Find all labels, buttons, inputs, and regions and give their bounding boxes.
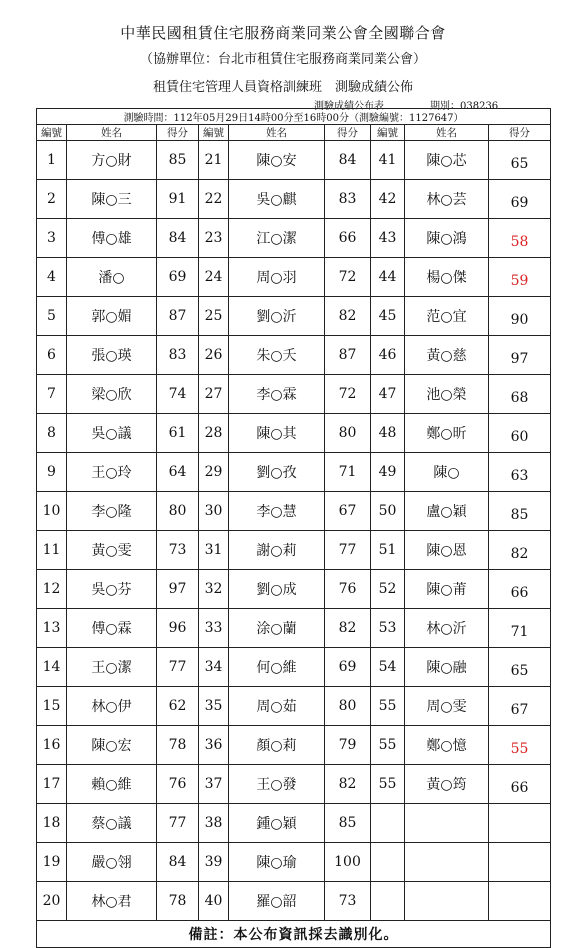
entry-number: 44: [371, 258, 405, 297]
entry-name: 陳○融: [405, 648, 489, 687]
entry-name: 陳○: [405, 453, 489, 492]
table-row: [37, 336, 551, 375]
entry-name: 池○榮: [405, 375, 489, 414]
entry-score: 78: [157, 726, 199, 765]
entry-name: 郭○媚: [67, 297, 157, 336]
entry-number: 37: [199, 765, 229, 804]
entry-score: 73: [325, 882, 371, 921]
entry-name: 傅○霖: [67, 609, 157, 648]
entry-score: 80: [157, 492, 199, 531]
entry-name: 黃○雯: [67, 531, 157, 570]
entry-name: 鄭○憶: [405, 726, 489, 765]
entry-number: 19: [37, 843, 67, 882]
entry-score: 61: [157, 414, 199, 453]
entry-name: 周○雯: [405, 687, 489, 726]
entry-number: 27: [199, 375, 229, 414]
entry-number: 48: [371, 414, 405, 453]
entry-score: 65: [489, 141, 551, 180]
table-row: [37, 765, 551, 804]
entry-number: 30: [199, 492, 229, 531]
entry-score: 73: [157, 531, 199, 570]
entry-score: 97: [489, 336, 551, 375]
entry-score: 72: [325, 258, 371, 297]
footnote: 備註：本公布資訊採去識別化。: [37, 921, 551, 948]
entry-number: 54: [371, 648, 405, 687]
entry-score: 87: [157, 297, 199, 336]
table-row: [37, 414, 551, 453]
entry-name: 陳○莆: [405, 570, 489, 609]
document-title: 中華民國租賃住宅服務商業同業公會全國聯合會: [120, 24, 446, 42]
organizer-line: （協辦單位：台北市租賃住宅服務商業同業公會）: [139, 52, 426, 67]
entry-number: 17: [37, 765, 67, 804]
entry-name: 劉○成: [229, 570, 325, 609]
entry-number: 8: [37, 414, 67, 453]
entry-number: 10: [37, 492, 67, 531]
entry-name: 周○羽: [229, 258, 325, 297]
entry-score: 71: [489, 609, 551, 648]
entry-number: 7: [37, 375, 67, 414]
table-row: [37, 804, 551, 843]
entry-number: 53: [371, 609, 405, 648]
entry-score: 82: [325, 765, 371, 804]
entry-number: 55: [371, 726, 405, 765]
table-row: [37, 531, 551, 570]
entry-name: 范○宜: [405, 297, 489, 336]
entry-score: 62: [157, 687, 199, 726]
entry-name: 盧○穎: [405, 492, 489, 531]
entry-score: 76: [157, 765, 199, 804]
entry-score: 100: [325, 843, 371, 882]
entry-score: 74: [157, 375, 199, 414]
entry-score: 85: [325, 804, 371, 843]
entry-name: 梁○欣: [67, 375, 157, 414]
entry-number: 14: [37, 648, 67, 687]
entry-name: 王○發: [229, 765, 325, 804]
issue-label: 期別：038236: [430, 101, 499, 112]
entry-number: 32: [199, 570, 229, 609]
entry-score: 66: [489, 570, 551, 609]
entry-number: 9: [37, 453, 67, 492]
entry-number: 41: [371, 141, 405, 180]
entry-number: 29: [199, 453, 229, 492]
entry-number: 1: [37, 141, 67, 180]
entry-name: 李○慧: [229, 492, 325, 531]
entry-name: 嚴○翎: [67, 843, 157, 882]
entry-number: 51: [371, 531, 405, 570]
entry-number: 6: [37, 336, 67, 375]
table-row: [37, 219, 551, 258]
entry-number: [371, 843, 405, 882]
entry-score: 69: [489, 180, 551, 219]
entry-score: [489, 804, 551, 843]
table-row: [37, 492, 551, 531]
table-row: [37, 141, 551, 180]
entry-name: 吳○議: [67, 414, 157, 453]
entry-number: 22: [199, 180, 229, 219]
entry-name: 林○芸: [405, 180, 489, 219]
table-row: [37, 648, 551, 687]
entry-name: 陳○瑜: [229, 843, 325, 882]
entry-score: [489, 882, 551, 921]
entry-score: 77: [325, 531, 371, 570]
entry-number: 33: [199, 609, 229, 648]
entry-number: 31: [199, 531, 229, 570]
entry-score: 65: [489, 648, 551, 687]
entry-name: 李○隆: [67, 492, 157, 531]
column-header: 編號: [371, 125, 405, 141]
entry-name: 羅○韶: [229, 882, 325, 921]
entry-number: 25: [199, 297, 229, 336]
entry-score: 84: [157, 843, 199, 882]
entry-score: 59: [489, 258, 551, 297]
entry-number: 4: [37, 258, 67, 297]
entry-number: 45: [371, 297, 405, 336]
column-header: 得分: [325, 125, 371, 141]
entry-name: 陳○鴻: [405, 219, 489, 258]
entry-number: 15: [37, 687, 67, 726]
entry-score: 60: [489, 414, 551, 453]
entry-score: 69: [325, 648, 371, 687]
entry-score: 77: [157, 648, 199, 687]
entry-number: 39: [199, 843, 229, 882]
entry-name: 江○潔: [229, 219, 325, 258]
entry-number: 43: [371, 219, 405, 258]
entry-score: 78: [157, 882, 199, 921]
entry-number: [371, 882, 405, 921]
entry-number: 23: [199, 219, 229, 258]
entry-score: 84: [325, 141, 371, 180]
entry-number: 55: [371, 765, 405, 804]
entry-number: 28: [199, 414, 229, 453]
entry-score: 76: [325, 570, 371, 609]
entry-name: 吳○芬: [67, 570, 157, 609]
entry-score: 85: [489, 492, 551, 531]
entry-score: 84: [157, 219, 199, 258]
entry-score: 79: [325, 726, 371, 765]
entry-name: 林○伊: [67, 687, 157, 726]
entry-name: 陳○芯: [405, 141, 489, 180]
entry-name: 王○潔: [67, 648, 157, 687]
column-header: 得分: [157, 125, 199, 141]
entry-score: 68: [489, 375, 551, 414]
table-row: [37, 297, 551, 336]
entry-name: 吳○麒: [229, 180, 325, 219]
entry-number: 5: [37, 297, 67, 336]
entry-score: 97: [157, 570, 199, 609]
table-row: [37, 609, 551, 648]
entry-score: 67: [489, 687, 551, 726]
entry-name: 何○維: [229, 648, 325, 687]
entry-score: 87: [325, 336, 371, 375]
entry-name: 張○瑛: [67, 336, 157, 375]
entry-number: 26: [199, 336, 229, 375]
entry-name: 賴○維: [67, 765, 157, 804]
entry-name: 鄭○昕: [405, 414, 489, 453]
entry-number: 2: [37, 180, 67, 219]
entry-name: 陳○恩: [405, 531, 489, 570]
entry-name: 陳○安: [229, 141, 325, 180]
column-header: 編號: [37, 125, 67, 141]
entry-name: 陳○三: [67, 180, 157, 219]
entry-number: 38: [199, 804, 229, 843]
entry-name: 涂○蘭: [229, 609, 325, 648]
column-header: 姓名: [229, 125, 325, 141]
announce-label: 測驗成績公布表: [314, 101, 384, 112]
entry-number: 49: [371, 453, 405, 492]
entry-name: 傅○雄: [67, 219, 157, 258]
entry-number: 36: [199, 726, 229, 765]
entry-name: 顏○莉: [229, 726, 325, 765]
entry-number: 3: [37, 219, 67, 258]
table-row: [37, 258, 551, 297]
entry-score: 77: [157, 804, 199, 843]
table-row: [37, 180, 551, 219]
entry-score: 63: [489, 453, 551, 492]
entry-score: 64: [157, 453, 199, 492]
entry-score: 66: [489, 765, 551, 804]
table-row: [37, 726, 551, 765]
entry-score: 91: [157, 180, 199, 219]
entry-score: 67: [325, 492, 371, 531]
entry-score: 58: [489, 219, 551, 258]
entry-score: 72: [325, 375, 371, 414]
entry-number: 21: [199, 141, 229, 180]
entry-number: 55: [371, 687, 405, 726]
entry-number: 47: [371, 375, 405, 414]
entry-name: 鍾○穎: [229, 804, 325, 843]
entry-number: 12: [37, 570, 67, 609]
entry-name: 陳○其: [229, 414, 325, 453]
entry-number: 11: [37, 531, 67, 570]
entry-name: 朱○夭: [229, 336, 325, 375]
entry-score: 80: [325, 414, 371, 453]
entry-number: 40: [199, 882, 229, 921]
entry-number: 46: [371, 336, 405, 375]
entry-score: 82: [325, 297, 371, 336]
exam-time-info: 測驗時間：112年05月29日14時00分至16時00分（測驗編號：1127647）: [37, 109, 551, 125]
entry-number: 35: [199, 687, 229, 726]
entry-score: 90: [489, 297, 551, 336]
entry-name: 謝○莉: [229, 531, 325, 570]
entry-name: 楊○傑: [405, 258, 489, 297]
entry-name: 陳○宏: [67, 726, 157, 765]
entry-score: 55: [489, 726, 551, 765]
entry-score: [489, 843, 551, 882]
entry-score: 82: [325, 609, 371, 648]
entry-score: 83: [325, 180, 371, 219]
table-row: [37, 375, 551, 414]
column-header: 姓名: [67, 125, 157, 141]
course-subtitle: 租賃住宅管理人員資格訓練班 測驗成績公佈: [152, 80, 413, 95]
entry-name: 劉○沂: [229, 297, 325, 336]
entry-number: 13: [37, 609, 67, 648]
table-row: [37, 882, 551, 921]
entry-name: 方○財: [67, 141, 157, 180]
entry-score: 69: [157, 258, 199, 297]
entry-number: 34: [199, 648, 229, 687]
entry-number: 52: [371, 570, 405, 609]
entry-name: [405, 882, 489, 921]
table-row: [37, 453, 551, 492]
entry-score: 83: [157, 336, 199, 375]
entry-name: [405, 804, 489, 843]
entry-name: 蔡○議: [67, 804, 157, 843]
table-row: [37, 687, 551, 726]
table-row: [37, 843, 551, 882]
entry-name: 李○霖: [229, 375, 325, 414]
entry-name: 黃○筠: [405, 765, 489, 804]
column-header: 姓名: [405, 125, 489, 141]
entry-name: 周○茹: [229, 687, 325, 726]
entry-name: 劉○孜: [229, 453, 325, 492]
entry-score: 82: [489, 531, 551, 570]
entry-name: 林○君: [67, 882, 157, 921]
entry-score: 80: [325, 687, 371, 726]
entry-name: 林○沂: [405, 609, 489, 648]
entry-score: 66: [325, 219, 371, 258]
entry-score: 85: [157, 141, 199, 180]
entry-number: 42: [371, 180, 405, 219]
entry-name: 王○玲: [67, 453, 157, 492]
score-table: [36, 108, 551, 948]
entry-score: 96: [157, 609, 199, 648]
entry-name: 黃○慈: [405, 336, 489, 375]
entry-name: 潘○: [67, 258, 157, 297]
column-header: 得分: [489, 125, 551, 141]
entry-score: 71: [325, 453, 371, 492]
entry-name: [405, 843, 489, 882]
table-row: [37, 570, 551, 609]
column-header: 編號: [199, 125, 229, 141]
entry-number: 18: [37, 804, 67, 843]
entry-number: 16: [37, 726, 67, 765]
entry-number: 20: [37, 882, 67, 921]
entry-number: [371, 804, 405, 843]
entry-number: 24: [199, 258, 229, 297]
entry-number: 50: [371, 492, 405, 531]
